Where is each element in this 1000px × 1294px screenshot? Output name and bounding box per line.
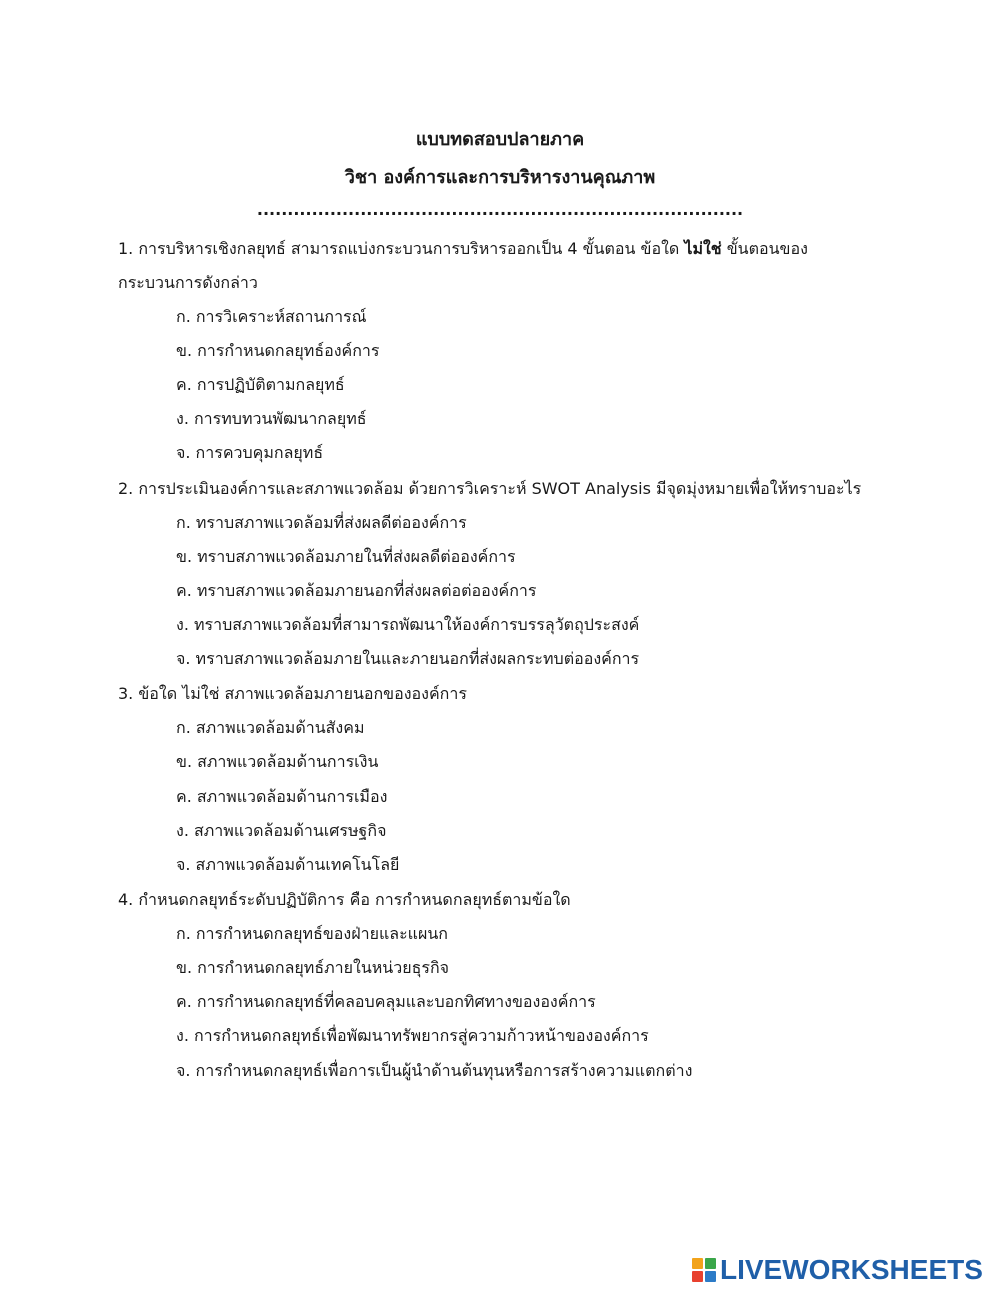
q2-option-c: ค. ทราบสภาพแวดล้อมภายนอกที่ส่งผลต่อต่อองค์การ bbox=[176, 581, 537, 600]
page-title: แบบทดสอบปลายภาค bbox=[415, 129, 585, 150]
q1-option-c: ค. การปฏิบัติตามกลยุทธ์ bbox=[176, 375, 345, 394]
logo-wordmark: LIVEWORKSHEETS bbox=[720, 1254, 983, 1285]
question-1-line-2: กระบวนการดังกล่าว bbox=[118, 273, 258, 292]
logo-square-4 bbox=[705, 1271, 716, 1282]
divider-dots: ................................................................................ bbox=[256, 200, 744, 219]
subject-title: วิชา องค์การและการบริหารงานคุณภาพ bbox=[344, 167, 656, 188]
logo-square-3 bbox=[692, 1271, 703, 1282]
q3-option-e: จ. สภาพแวดล้อมด้านเทคโนโลยี bbox=[176, 855, 400, 874]
q2-option-a: ก. ทราบสภาพแวดล้อมที่ส่งผลดีต่อองค์การ bbox=[176, 513, 467, 532]
q3-option-d: ง. สภาพแวดล้อมด้านเศรษฐกิจ bbox=[176, 821, 387, 840]
question-1-emphasis: ไม่ใช่ bbox=[684, 239, 722, 258]
q2-option-e: จ. ทราบสภาพแวดล้อมภายในและภายนอกที่ส่งผลกระทบต่อองค์การ bbox=[176, 649, 640, 668]
q1-option-e: จ. การควบคุมกลยุทธ์ bbox=[176, 443, 324, 462]
q4-option-b: ข. การกำหนดกลยุทธ์ภายในหน่วยธุรกิจ bbox=[176, 958, 450, 977]
q4-option-d: ง. การกำหนดกลยุทธ์เพื่อพัฒนาทรัพยากรสู่ความก้าวหน้าขององค์การ bbox=[176, 1026, 649, 1045]
liveworksheets-logo bbox=[692, 1254, 983, 1286]
q1-option-d: ง. การทบทวนพัฒนากลยุทธ์ bbox=[176, 409, 367, 428]
question-4-text: 4. กำหนดกลยุทธ์ระดับปฏิบัติการ คือ การกำหนดกลยุทธ์ตามข้อใด bbox=[118, 890, 571, 909]
q1-option-b: ข. การกำหนดกลยุทธ์องค์การ bbox=[176, 341, 380, 360]
q1-option-a: ก. การวิเคราะห์สถานการณ์ bbox=[176, 307, 367, 326]
q3-option-c: ค. สภาพแวดล้อมด้านการเมือง bbox=[176, 787, 388, 806]
q3-option-b: ข. สภาพแวดล้อมด้านการเงิน bbox=[176, 752, 379, 771]
q4-option-c: ค. การกำหนดกลยุทธ์ที่คลอบคลุมและบอกทิศทางขององค์การ bbox=[176, 992, 596, 1011]
q4-option-e: จ. การกำหนดกลยุทธ์เพื่อการเป็นผู้นำด้านต้นทุนหรือการสร้างความแตกต่าง bbox=[176, 1061, 693, 1080]
question-1-text-end: ขั้นตอนของ bbox=[721, 239, 808, 258]
logo-square-1 bbox=[692, 1258, 703, 1269]
question-1-line-1 bbox=[118, 232, 808, 266]
q2-option-b: ข. ทราบสภาพแวดล้อมภายในที่ส่งผลดีต่อองค์การ bbox=[176, 547, 516, 566]
question-3-text: 3. ข้อใด ไม่ใช่ สภาพแวดล้อมภายนอกขององค์การ bbox=[118, 684, 467, 703]
q2-option-d: ง. ทราบสภาพแวดล้อมที่สามารถพัฒนาให้องค์การบรรลุวัตถุประสงค์ bbox=[176, 615, 640, 634]
q4-option-a: ก. การกำหนดกลยุทธ์ของฝ่ายและแผนก bbox=[176, 924, 448, 943]
logo-square-2 bbox=[705, 1258, 716, 1269]
liveworksheets-icon bbox=[692, 1258, 716, 1282]
question-2-text: 2. การประเมินองค์การและสภาพแวดล้อม ด้วยการวิเคราะห์ SWOT Analysis มีจุดมุ่งหมายเพื่อให้ทราบอะไร bbox=[118, 479, 862, 498]
question-1-text: 1. การบริหารเชิงกลยุทธ์ สามารถแบ่งกระบวนการบริหารออกเป็น 4 ขั้นตอน ข้อใด bbox=[118, 239, 685, 258]
q3-option-a: ก. สภาพแวดล้อมด้านสังคม bbox=[176, 718, 365, 737]
